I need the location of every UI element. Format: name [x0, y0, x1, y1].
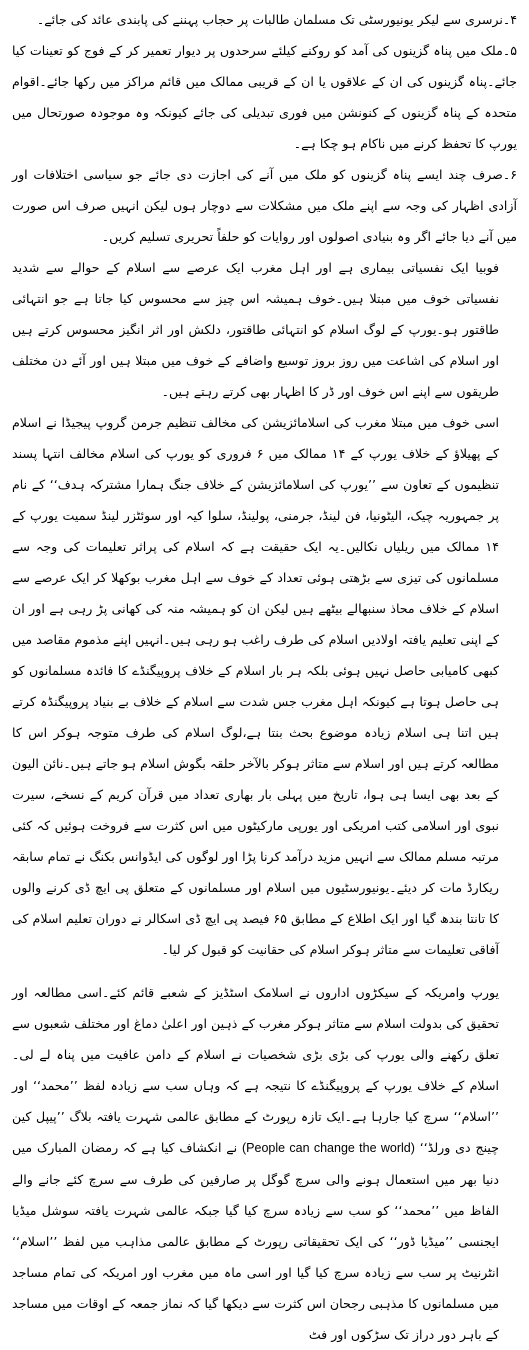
point-4: ۴۔نرسری سے لیکر یونیورسٹی تک مسلمان طالبات پر حجاب پہننے کی پابندی عائد کی جائے۔: [36, 12, 517, 27]
paragraph-islamic-studies-continued: نے انکشاف کیا ہے کہ رمضان المبارک میں دنیا بھر میں استعمال ہونے والی سرچ گوگل پر صارفین کی طرف سے سرچ کئے جانے والے الفاظ میں ’’محمد‘‘ کو سب سے زیادہ سرچ کیا گیا جبکہ عالمی شہرت یافتہ سوشل میڈیا ایجنسی ’’میڈیا ڈور‘‘ کی ایک تحقیقاتی رپورٹ کے مطابق عالمی مذاہب میں لفظ ’’اسلام‘‘ انٹرنیٹ پر سب سے زیادہ سرچ کیا گیا اور اسی ماہ میں مغرب اور امریکہ کی تمام مساجد میں مسلمانوں کا مذہبی رجحان اس کثرت سے دیکھا گیا کہ نماز جمعہ کے اوقات میں مساجد کے باہر دور دراز تک سڑکوں اور فٹ: [12, 1140, 499, 1342]
paragraph-phobia: فوبیا ایک نفسیاتی بیماری ہے اور اہل مغرب ایک عرصے سے اسلام کے حوالے سے شدید نفسیاتی خوف میں مبتلا ہیں۔خوف ہمیشہ اس چیز سے محسوس کیا جاتا ہے جو انتہائی طاقتور ہو۔یورپ کے لوگ اسلام کو انتہائی طاقتور، دلکش اور اثر انگیز محسوس کرتے ہیں اور اسلام کی اشاعت میں روز بروز توسیع واضافے کے خوف میں مبتلا ہیں اور آئے دن مختلف طریقوں سے اپنے اس خوف اور ڈر کا اظہار بھی کرتے رہتے ہیں۔: [12, 260, 499, 399]
paragraph-islamic-studies: [12, 977, 517, 1350]
blog-name-english: (People can change the world): [242, 1141, 415, 1155]
point-6: ۶۔صرف چند ایسے پناہ گزینوں کو ملک میں آنے کی اجازت دی جائے جو سیاسی اختلافات اور آزادی اظہار کی وجہ سے اپنے ملک میں مشکلات سے دوچار ہوں لیکن انہیں صرف اس صورت میں آنے دیا جائے اگر وہ بنیادی اصولوں اور روایات کو حلفاً تحریری تسلیم کریں۔: [12, 167, 517, 244]
paragraph-islamic-studies-text: یورپ وامریکہ کے سیکڑوں اداروں نے اسلامک اسٹڈیز کے شعبے قائم کئے۔اسی مطالعہ اور تحقیق کی بدولت اسلام سے متاثر ہوکر مغرب کے ذہین اور اعلیٰ دماغ اور مختلف شعبوں سے تعلق رکھنے والی یورپ کی بڑی بڑی شخصیات نے اسلام کے دامن عافیت میں پناہ لے لی۔اسلام کے خلاف یورپ کے پروپیگنڈے کا نتیجہ ہے کہ وہاں سب سے زیادہ لفظ ’’محمد‘‘ اور ’’اسلام‘‘ سرچ کیا جارہا ہے۔ایک تازہ رپورٹ کے مطابق عالمی شہرت یافتہ بلاگ ’’پیپل کین چینج دی ورلڈ‘‘: [12, 985, 499, 1155]
point-5: ۵۔ملک میں پناہ گزینوں کی آمد کو روکنے کیلئے سرحدوں پر دیوار تعمیر کر کے فوج کو تعینات کیا جائے۔پناہ گزینوں کی ان کے علاقوں یا ان کے قریبی ممالک میں قائم مراکز میں رکھا جائے۔اقوام متحدہ کے پناہ گزینوں کے کنونشن میں فوری تبدیلی کی جائے کیونکہ وہ موجودہ صورتحال میں یورپ کا تحفظ کرنے میں ناکام ہو چکا ہے۔: [12, 43, 517, 151]
paragraph-pegida: اسی خوف میں مبتلا مغرب کی اسلامائزیشن کی مخالف تنظیم جرمن گروپ پیجیڈا نے اسلام کے پھیلاؤ کے خلاف یورپ کے ۱۴ ممالک میں ۶ فروری کو یورپ کی اسلام مخالف انتہا پسند تنظیموں کے تعاون سے ’’یورپ کی اسلامائزیشن کے خلاف جنگ ہمارا مشترکہ ہدف‘‘ کے نام پر جمہوریہ چیک، الیٹونیا، فن لینڈ، جرمنی، پولینڈ، سلوا کیہ اور سوئٹزر لینڈ سمیت یورپ کے ۱۴ ممالک میں ریلیاں نکالیں۔یہ ایک حقیقت ہے کہ اسلام کی پراثر تعلیمات کی وجہ سے مسلمانوں کی تیزی سے بڑھتی ہوئی تعداد کے خوف سے اہل مغرب بوکھلا کر ایک عرصے سے اسلام کے خلاف محاذ سنبھالے بیٹھے ہیں لیکن ان کو ہمیشہ منہ کی کھانی پڑ رہی ہے اور ان کے اپنی تعلیم یافتہ اولادیں اسلام کی طرف راغب ہو رہی ہیں۔انہیں اپنے مذموم مقاصد میں کبھی کامیابی حاصل نہیں ہوئی بلکہ ہر بار اسلام کے خلاف پروپیگنڈے کا فائدہ مسلمانوں کو ہی حاصل ہوتا ہے کیونکہ اہل مغرب جس شدت سے اسلام کے خلاف بے بنیاد پروپیگنڈہ کرتے ہیں اتنا ہی اسلام زیادہ موضوع بحث بنتا ہے،لوگ اسلام کی طرف متوجہ ہوکر اس کا مطالعہ کرتے ہیں اور اسلام سے متاثر ہوکر بالآخر حلقہ بگوش اسلام ہو جاتے ہیں۔نائن الیون کے بعد بھی ایسا ہی ہوا، تاریخ میں پہلی بار بھاری تعداد میں قرآن کریم کے نسخے، سیرت نبوی اور اسلامی کتب امریکی اور یورپی مارکیٹوں میں اس کثرت سے فروخت ہوئیں کہ کئی مرتبہ مسلم ممالک سے انہیں مزید درآمد کرنا پڑا اور لوگوں کی ایڈوانس بکنگ نے تمام سابقہ ریکارڈ مات کر دیئے۔یونیورسٹیوں میں اسلام اور مسلمانوں کے متعلق پی ایچ ڈی کرنے والوں کا تانتا بندھ گیا اور ایک اطلاع کے مطابق ۶۵ فیصد پی ایچ ڈی اسکالر نے دوران تعلیم اسلام کی آفاقی تعلیمات سے متاثر ہوکر اسلام کی حقانیت کو قبول کر لیا۔: [12, 415, 500, 957]
